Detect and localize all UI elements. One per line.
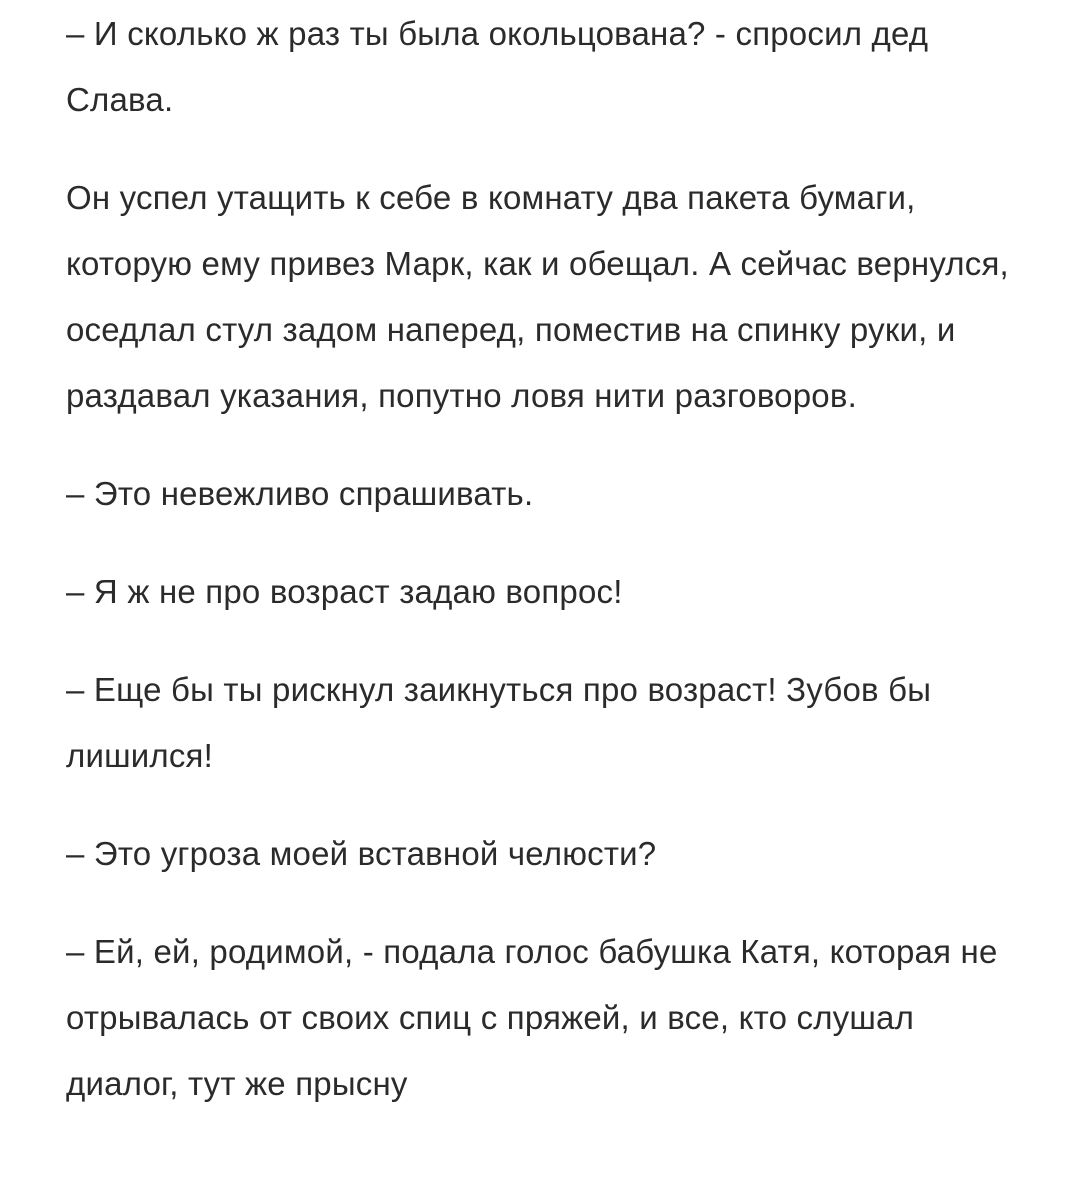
paragraph-4: – Я ж не про возраст задаю вопрос! [66,573,623,610]
paragraph-6: – Это угроза моей вставной челюсти? [66,835,657,872]
paragraph-1: – И сколько ж раз ты была окольцована? - спросил дед Слава. [66,15,929,118]
paragraph-7: – Ей, ей, родимой, - подала голос бабушка Катя, которая не отрывалась от своих спиц с пряжей, и все, кто слушал диалог, тут же прысну [66,933,998,1102]
paragraph-3: – Это невежливо спрашивать. [66,475,534,512]
paragraph-2: Он успел утащить к себе в комнату два пакета бумаги, которую ему привез Марк, как и обещал. А сейчас вернулся, оседлал стул задом наперед, поместив на спинку руки, и раздавал указания, попутно ловя нити разговоров. [66,179,1009,414]
story-text [66,0,1026,1149]
paragraph-5: – Еще бы ты рискнул заикнуться про возраст! Зубов бы лишился! [66,671,932,774]
